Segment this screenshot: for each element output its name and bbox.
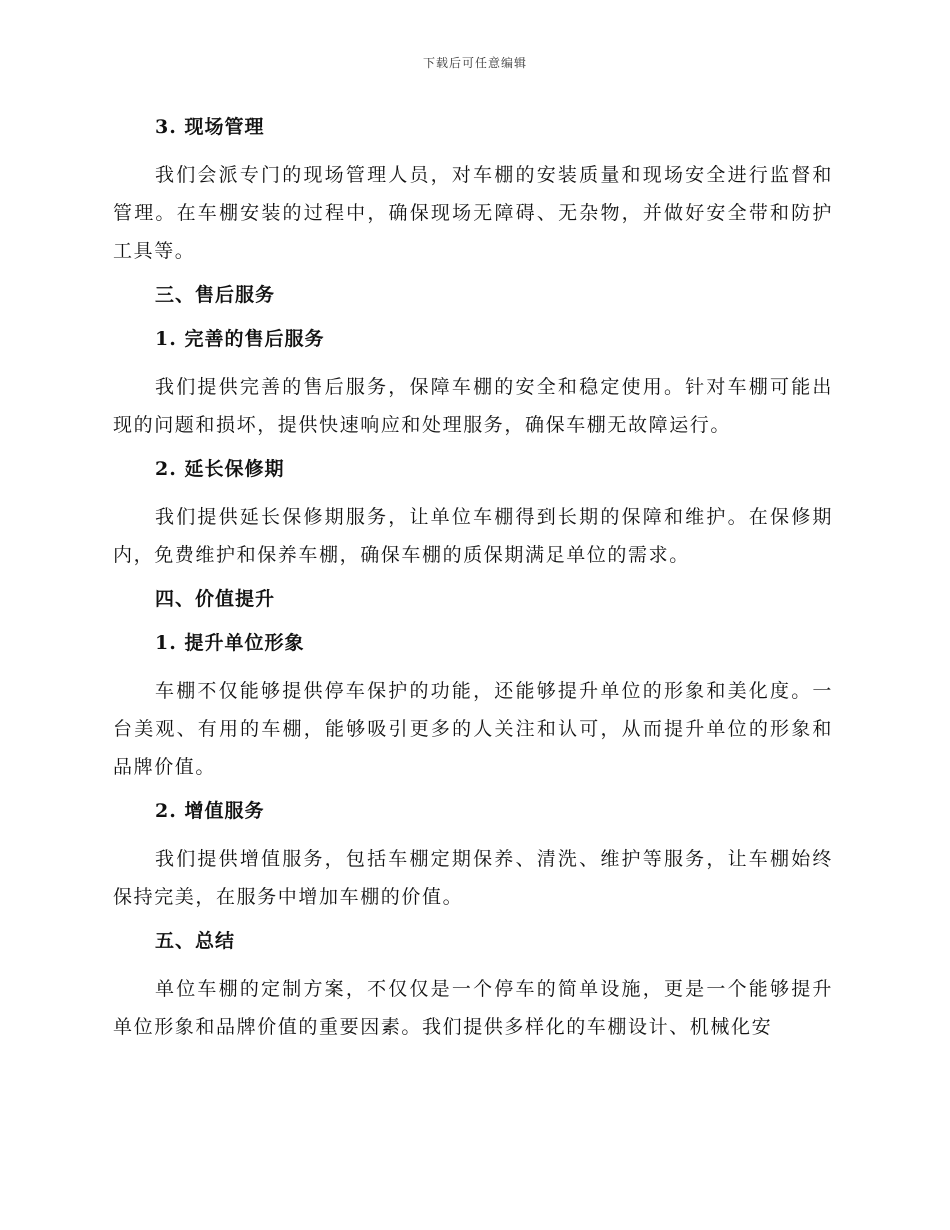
paragraph-extended-warranty: 我们提供延长保修期服务，让单位车棚得到长期的保障和维护。在保修期内，免费维护和保养车棚，确保车棚的质保期满足单位的需求。 [113, 506, 833, 566]
section-heading-after-sales: 三、售后服务 [155, 284, 276, 306]
paragraph-complete-after-sales: 我们提供完善的售后服务，保障车棚的安全和稳定使用。针对车棚可能出现的问题和损坏，提供快速响应和处理服务，确保车棚无故障运行。 [113, 376, 833, 436]
subheading-value-added-services: 2. 增值服务 [155, 800, 265, 822]
subheading-extended-warranty: 2. 延长保修期 [155, 458, 285, 480]
section-heading-value-enhancement: 四、价值提升 [155, 588, 276, 610]
subheading-enhance-image: 1. 提升单位形象 [155, 632, 305, 654]
paragraph-enhance-image: 车棚不仅能够提供停车保护的功能，还能够提升单位的形象和美化度。一台美观、有用的车棚，能够吸引更多的人关注和认可，从而提升单位的形象和品牌价值。 [113, 680, 833, 778]
section-heading-site-management: 3. 现场管理 [155, 116, 265, 138]
subheading-complete-after-sales: 1. 完善的售后服务 [155, 328, 325, 350]
header-note: 下载后可任意编辑 [422, 56, 527, 70]
paragraph-site-management: 我们会派专门的现场管理人员，对车棚的安装质量和现场安全进行监督和管理。在车棚安装的过程中，确保现场无障碍、无杂物，并做好安全带和防护工具等。 [113, 164, 833, 262]
section-heading-summary: 五、总结 [155, 930, 236, 952]
paragraph-summary: 单位车棚的定制方案，不仅仅是一个停车的简单设施，更是一个能够提升单位形象和品牌价值的重要因素。我们提供多样化的车棚设计、机械化安 [113, 978, 833, 1038]
paragraph-value-added-services: 我们提供增值服务，包括车棚定期保养、清洗、维护等服务，让车棚始终保持完美，在服务中增加车棚的价值。 [113, 848, 833, 908]
document-body [113, 112, 833, 1056]
